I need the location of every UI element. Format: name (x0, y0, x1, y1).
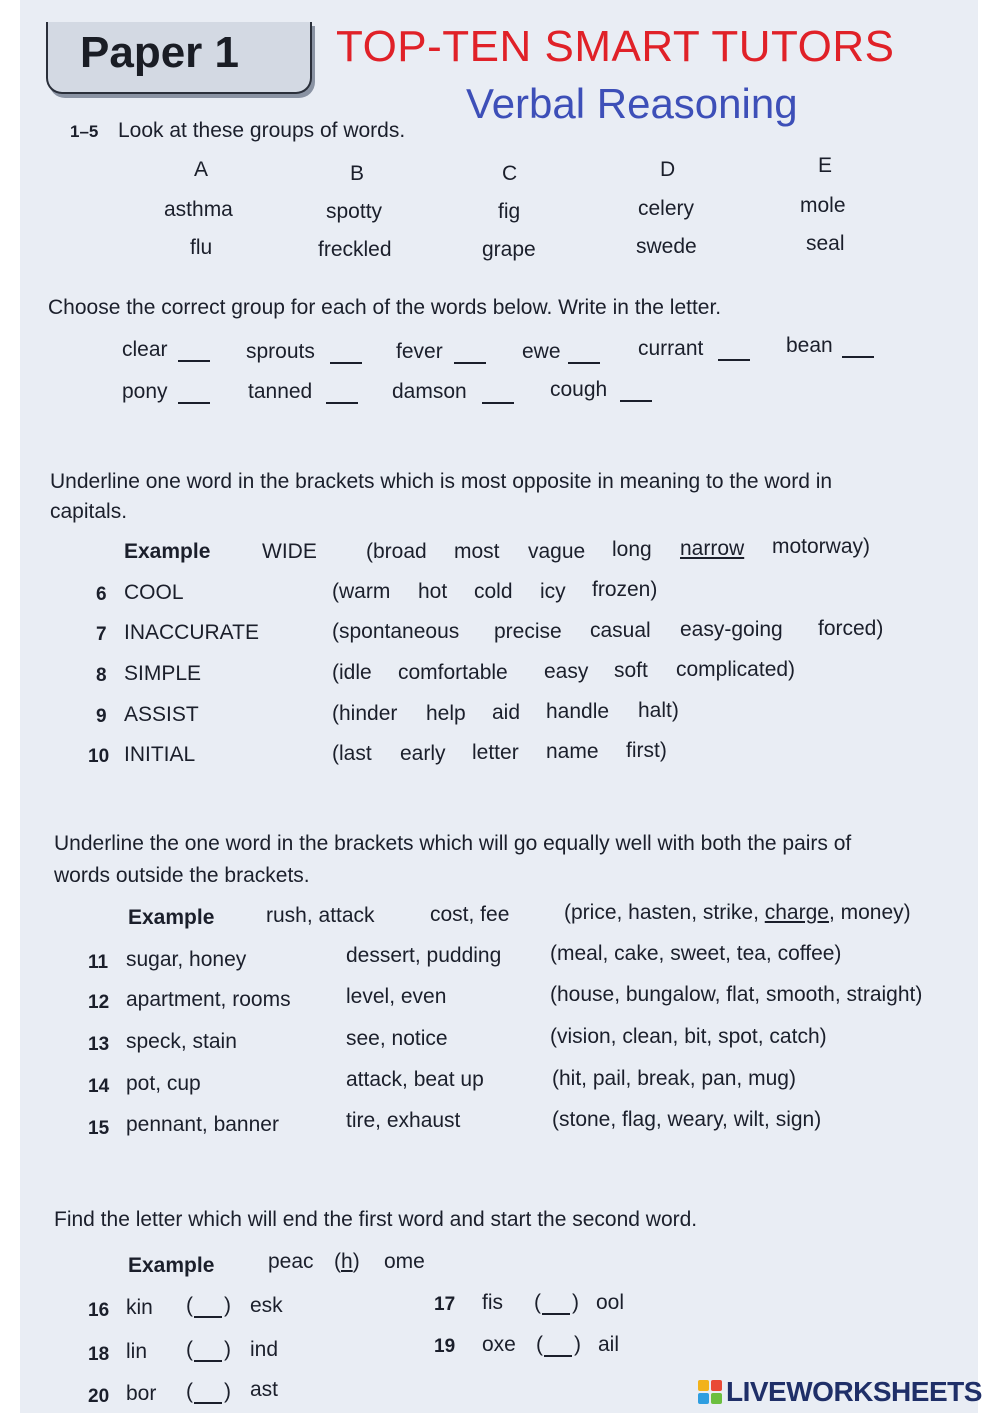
option-word[interactable]: letter (472, 741, 519, 764)
answer-blank[interactable] (326, 380, 358, 404)
group-word: fig (498, 200, 521, 223)
instruction: capitals. (50, 500, 128, 523)
group-word: asthma (164, 198, 233, 221)
question-number: 18 (88, 1344, 110, 1365)
word-pair: speck, stain (126, 1030, 237, 1053)
option-word[interactable]: comfortable (398, 661, 508, 684)
option-word[interactable]: first) (626, 739, 667, 762)
bracket: ) (572, 1291, 579, 1314)
question-number: 17 (434, 1294, 456, 1315)
example-first: peac (268, 1250, 314, 1273)
question-number: 7 (96, 624, 107, 645)
option-word[interactable]: icy (540, 580, 566, 603)
letter-input[interactable] (544, 1333, 572, 1357)
classify-word: tanned (248, 380, 313, 403)
group-word: freckled (318, 238, 392, 261)
group-word: spotty (326, 200, 383, 223)
instruction: Find the letter which will end the first word and start the second word. (54, 1208, 698, 1231)
question-number: 11 (88, 952, 109, 973)
question-number: 6 (96, 584, 107, 605)
option-word[interactable]: halt) (638, 699, 679, 722)
classify-word: pony (122, 380, 168, 403)
option-word[interactable]: early (400, 742, 446, 765)
second-word: ool (596, 1291, 625, 1314)
first-word: bor (126, 1382, 157, 1405)
answer-blank[interactable] (620, 378, 652, 402)
bracket: ( (186, 1338, 193, 1361)
answer-blank[interactable] (330, 340, 362, 364)
answer-blank[interactable] (718, 337, 750, 361)
answer-blank[interactable] (454, 340, 486, 364)
second-word: ind (250, 1338, 279, 1361)
example-answer: narrow (680, 537, 745, 560)
group-word: grape (482, 238, 536, 261)
bracket: ) (574, 1333, 581, 1356)
word-pair: pot, cup (126, 1072, 201, 1095)
question-number: 20 (88, 1386, 110, 1407)
question-number: 12 (88, 992, 110, 1013)
option-list[interactable]: (stone, flag, weary, wilt, sign) (552, 1108, 822, 1131)
group-word: seal (806, 232, 845, 255)
capital-word: INITIAL (124, 743, 196, 766)
instruction: words outside the brackets. (54, 864, 310, 887)
word-pair: dessert, pudding (346, 944, 502, 967)
answer-blank[interactable] (568, 340, 600, 364)
capital-word: COOL (124, 581, 184, 604)
group-letter: C (502, 162, 518, 185)
second-word: ail (598, 1333, 620, 1356)
option-word[interactable]: help (426, 702, 466, 725)
question-number: 9 (96, 706, 107, 727)
question-number: 16 (88, 1300, 110, 1321)
option-word[interactable]: (hinder (332, 702, 398, 725)
first-word: oxe (482, 1333, 516, 1356)
option-list[interactable]: (house, bungalow, flat, smooth, straight) (550, 983, 923, 1006)
option-word: motorway) (772, 535, 871, 558)
question-number: 15 (88, 1118, 110, 1139)
classify-word: ewe (522, 340, 561, 363)
group-letter: E (818, 154, 833, 177)
option-word[interactable]: forced) (818, 617, 884, 640)
word-pair: sugar, honey (126, 948, 247, 971)
bracket: ( (186, 1294, 193, 1317)
example-options: (price, hasten, strike, charge, money) (564, 901, 911, 924)
second-word: esk (250, 1294, 283, 1317)
classify-word: fever (396, 340, 443, 363)
paper-label: Paper 1 (80, 28, 239, 77)
example-word: WIDE (262, 540, 317, 563)
classify-word: bean (786, 334, 833, 357)
option-word[interactable]: precise (494, 620, 562, 643)
example-label: Example (128, 1254, 215, 1277)
classify-word: sprouts (246, 340, 315, 363)
option-word[interactable]: complicated) (676, 658, 796, 681)
example-answer: h (341, 1250, 353, 1273)
word-pair: see, notice (346, 1027, 448, 1050)
classify-word: clear (122, 338, 168, 361)
group-word: celery (638, 197, 695, 220)
bracket: ( (186, 1380, 193, 1403)
group-letter: A (194, 158, 209, 181)
first-word: lin (126, 1340, 148, 1363)
question-number: 8 (96, 665, 107, 686)
word-pair: tire, exhaust (346, 1109, 461, 1132)
choose-instruction: Choose the correct group for each of the words below. Write in the letter. (48, 296, 722, 319)
subject-title: Verbal Reasoning (466, 80, 798, 127)
option-list[interactable]: (vision, clean, bit, spot, catch) (550, 1025, 827, 1048)
option-word[interactable]: easy (544, 660, 589, 683)
answer-blank[interactable] (178, 338, 210, 362)
question-number: 14 (88, 1076, 110, 1097)
option-list[interactable]: (meal, cake, sweet, tea, coffee) (550, 942, 842, 965)
group-word: swede (636, 235, 697, 258)
word-pair: attack, beat up (346, 1068, 484, 1091)
first-word: kin (126, 1296, 153, 1319)
bracket: ) (224, 1380, 231, 1403)
example-pair: cost, fee (430, 903, 510, 926)
group-word: mole (800, 194, 846, 217)
option-word[interactable]: (idle (332, 661, 372, 684)
option-word[interactable]: soft (614, 659, 648, 682)
option-word[interactable]: name (546, 740, 599, 763)
example-pair: rush, attack (266, 904, 375, 927)
liveworksheets-text: LIVEWORKSHEETS (726, 1376, 982, 1407)
option-word[interactable]: handle (546, 700, 610, 723)
letter-input[interactable] (194, 1294, 222, 1318)
example-bracket: (h) (334, 1250, 360, 1273)
option-word[interactable]: (last (332, 742, 372, 765)
instruction: Underline one word in the brackets which is most opposite in meaning to the word in (50, 470, 833, 493)
liveworksheets-icon (698, 1380, 724, 1406)
capital-word: SIMPLE (124, 662, 202, 685)
group-letter: D (660, 158, 676, 181)
letter-input[interactable] (194, 1380, 222, 1404)
option-list[interactable]: (hit, pail, break, pan, mug) (552, 1067, 796, 1090)
question-number: 1–5 (70, 122, 99, 141)
option-word: most (454, 540, 500, 563)
bracket: ( (534, 1291, 541, 1314)
option-word[interactable]: casual (590, 619, 651, 642)
example-label: Example (124, 540, 211, 563)
option-word[interactable]: (spontaneous (332, 620, 460, 643)
example-label: Example (128, 906, 215, 929)
option-word[interactable]: frozen) (592, 578, 658, 601)
first-word: fis (482, 1291, 503, 1314)
question-number: 19 (434, 1336, 456, 1357)
paper-tab (46, 22, 312, 94)
answer-blank[interactable] (482, 380, 514, 404)
classify-word: damson (392, 380, 467, 403)
group-word: flu (190, 236, 213, 259)
option-word[interactable]: cold (474, 580, 513, 603)
question-number: 10 (88, 746, 110, 767)
instruction: Look at these groups of words. (118, 119, 406, 142)
classify-word: currant (638, 337, 704, 360)
option-word[interactable]: aid (492, 701, 521, 724)
brand-title: TOP-TEN SMART TUTORS (336, 22, 895, 71)
capital-word: INACCURATE (124, 621, 259, 644)
word-pair: apartment, rooms (126, 988, 291, 1011)
second-word: ast (250, 1378, 279, 1401)
bracket: ) (224, 1338, 231, 1361)
answer-blank[interactable] (842, 334, 874, 358)
classify-word: cough (550, 378, 608, 401)
option-word[interactable]: hot (418, 580, 448, 603)
example-answer: charge (764, 901, 829, 924)
option-word[interactable]: easy-going (680, 618, 783, 641)
word-pair: level, even (346, 985, 447, 1008)
word-pair: pennant, banner (126, 1113, 279, 1136)
option-word: vague (528, 540, 586, 563)
option-word: (broad (366, 540, 427, 563)
instruction: Underline the one word in the brackets which will go equally well with both the pairs of (54, 832, 852, 855)
letter-input[interactable] (542, 1291, 570, 1315)
question-number: 13 (88, 1034, 110, 1055)
option-word[interactable]: (warm (332, 580, 391, 603)
letter-input[interactable] (194, 1338, 222, 1362)
capital-word: ASSIST (124, 703, 199, 726)
bracket: ) (224, 1294, 231, 1317)
bracket: ( (536, 1333, 543, 1356)
answer-blank[interactable] (178, 380, 210, 404)
option-word: long (612, 538, 652, 561)
group-letter: B (350, 162, 365, 185)
example-second: ome (384, 1250, 425, 1273)
